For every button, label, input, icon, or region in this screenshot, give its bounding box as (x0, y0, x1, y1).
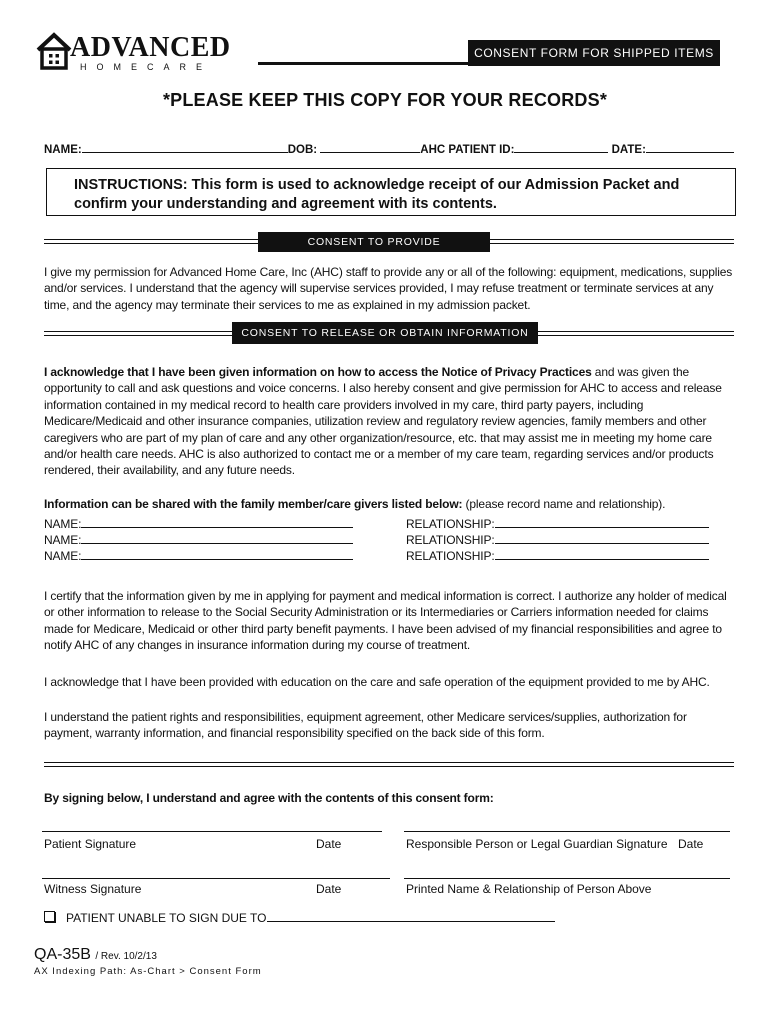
witness-date-label: Date (316, 882, 342, 896)
relationship-label: RELATIONSHIP: (406, 517, 495, 531)
shared-info-hint: (please record name and relationship). (462, 497, 666, 511)
contact-row (44, 516, 364, 532)
dob-field[interactable] (320, 152, 420, 153)
name-field[interactable] (82, 152, 288, 153)
certify-paragraph: I certify that the information given by me in applying for payment and medical information is correct. I authorize any holder of medical or other information to release to the Social Security Administration or its Intermediaries or Carriers information needed for claims made for Medicare, Medicaid or other third party benefit payments. I have been advised of my financial responsibilities and agree to notify AHC of any changes in insurance information during my course of treatment. (44, 589, 727, 653)
unable-to-sign-reason-field[interactable] (267, 921, 555, 922)
rights-paragraph: I understand the patient rights and responsibilities, equipment agreement, other Medicare services/supplies, authorization for payment, warranty information, and financial responsibility specified on the back side of this form. (44, 710, 687, 741)
permission-paragraph: I give my permission for Advanced Home Care, Inc (AHC) staff to provide any or all of the following: equipment, medications, supplies and/or services. I understand that the agency will supervise services provided, I may refuse treatment or terminate services at any time, and the agency may terminate their services to me as explained in my admission packet. (44, 265, 733, 312)
contact-row (44, 548, 364, 564)
name-label: NAME: (44, 144, 82, 156)
form-title-tag: CONSENT FORM FOR SHIPPED ITEMS (468, 40, 720, 66)
privacy-consent-text: and was given the opportunity to call and ask questions and voice concerns. I also hereby consent and give permission for AHC to access and release information contained in my medical record to health care providers involved in my care, third party payers, including Medicare/Medicaid and other insurance companies, utilization review and regulatory review agencies, family members and other caregivers who are part of my plan of care and any other organization/resource, etc. that may assist me in meeting my home care and/or health care needs. AHC is also authorized to contact me or a member of my care team, regarding services and/or products rendered, their availability, and any future needs. (44, 365, 722, 478)
instructions-text: INSTRUCTIONS: This form is used to acknowledge receipt of our Admission Packet and confirm your understanding and agreement with its contents. (74, 177, 680, 212)
shared-info-instruction (44, 496, 734, 512)
unable-to-sign-checkbox[interactable] (44, 911, 55, 922)
responsible-date-label: Date (678, 837, 704, 851)
patient-date-label: Date (316, 837, 342, 851)
privacy-paragraph (44, 364, 734, 479)
logo-subtitle: HOMECARE (80, 62, 213, 72)
logo-wordmark: ADVANCED (70, 32, 231, 63)
form-code (34, 946, 157, 964)
signature-divider (44, 762, 734, 767)
unable-to-sign-row (66, 911, 555, 925)
dob-label: DOB: (287, 144, 318, 156)
contact-name-label: NAME: (44, 517, 82, 531)
contact-name-label: NAME: (44, 533, 82, 547)
relationship-field[interactable] (495, 559, 709, 560)
section-heading-provide-care: CONSENT TO PROVIDE CARE/EQUIPMENT (258, 232, 490, 252)
witness-signature-line[interactable] (42, 878, 390, 879)
house-logo-icon (36, 32, 72, 70)
form-revision: / Rev. 10/2/13 (95, 951, 157, 962)
printed-name-label: Printed Name & Relationship of Person Above (406, 882, 652, 896)
page-title: *PLEASE KEEP THIS COPY FOR YOUR RECORDS* (162, 90, 608, 110)
responsible-signature-label: Responsible Person or Legal Guardian Signature (406, 837, 668, 851)
witness-signature-label: Witness Signature (44, 882, 142, 896)
contact-relationship-row (406, 532, 716, 548)
contact-relationship-row (406, 516, 716, 532)
form-code-number: QA-35B (34, 946, 91, 963)
date-label: DATE: (611, 144, 646, 156)
date-field[interactable] (646, 152, 734, 153)
responsible-signature-line[interactable] (404, 831, 730, 832)
patient-signature-line[interactable] (42, 831, 382, 832)
ahc-id-label: AHC PATIENT ID: (420, 144, 515, 156)
ahc-id-field[interactable] (514, 152, 608, 153)
relationship-label: RELATIONSHIP: (406, 549, 495, 563)
contact-name-label: NAME: (44, 549, 82, 563)
contact-name-field[interactable] (81, 543, 353, 544)
signing-statement: By signing below, I understand and agree with the contents of this consent form: (44, 791, 494, 805)
privacy-notice-statement: I acknowledge that I have been given information on how to access the Notice of Privacy Practices (44, 365, 592, 379)
patient-signature-label: Patient Signature (44, 837, 137, 851)
shared-info-label: Information can be shared with the family member/care givers listed below: (44, 497, 463, 511)
contact-name-field[interactable] (81, 559, 353, 560)
contact-relationship-row (406, 548, 716, 564)
unable-to-sign-label: PATIENT UNABLE TO SIGN DUE TO (66, 911, 267, 925)
indexing-path: AX Indexing Path: As-Chart > Consent Form (34, 966, 262, 977)
section-heading-release-info: CONSENT TO RELEASE OR OBTAIN INFORMATION (232, 322, 538, 344)
education-paragraph: I acknowledge that I have been provided with education on the care and safe operation of the equipment provided to me by AHC. (44, 675, 710, 689)
contact-name-field[interactable] (81, 527, 353, 528)
relationship-field[interactable] (495, 543, 709, 544)
printed-name-line[interactable] (404, 878, 730, 879)
relationship-label: RELATIONSHIP: (406, 533, 495, 547)
patient-id-line (44, 144, 744, 156)
contact-row (44, 532, 364, 548)
relationship-field[interactable] (495, 527, 709, 528)
